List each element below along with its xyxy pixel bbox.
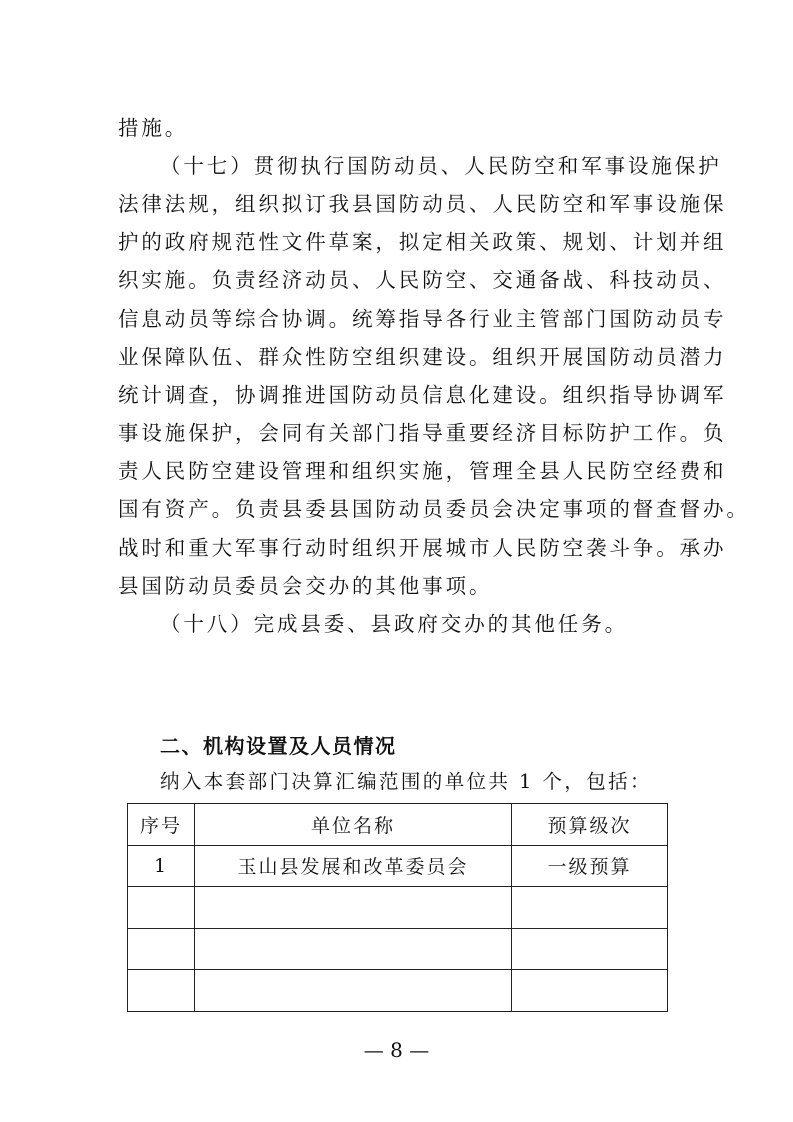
body-line: 信息动员等综合协调。统筹指导各行业主管部门国防动员专	[118, 307, 727, 331]
body-line: 战时和重大军事行动时组织开展城市人民防空袭斗争。承办	[118, 536, 727, 560]
body-line: 统计调查，协调推进国防动员信息化建设。组织指导协调军	[118, 383, 727, 407]
paragraph-17-start: （十七）贯彻执行国防动员、人民防空和军事设施保护	[160, 154, 722, 178]
cell-budget-level	[512, 887, 668, 929]
body-line: 织实施。负责经济动员、人民防空、交通备战、科技动员、	[118, 268, 727, 292]
cell-index: 1	[128, 845, 195, 887]
cell-unit-name	[195, 887, 512, 929]
header-unit-name: 单位名称	[195, 804, 512, 846]
cell-budget-level: 一级预算	[512, 845, 668, 887]
unit-table	[127, 803, 668, 1012]
table-row	[128, 970, 668, 1012]
body-line: 责人民防空建设管理和组织实施，管理全县人民防空经费和	[118, 459, 727, 483]
body-line: 国有资产。负责县委县国防动员委员会决定事项的督查督办。	[118, 497, 750, 521]
body-line: 县国防动员委员会交办的其他事项。	[118, 574, 493, 598]
body-line: 事设施保护，会同有关部门指导重要经济目标防护工作。负	[118, 421, 727, 445]
body-line: 措施。	[118, 116, 189, 140]
paragraph-18: （十八）完成县委、县政府交办的其他任务。	[160, 612, 628, 636]
body-line: 业保障队伍、群众性防空组织建设。组织开展国防动员潜力	[118, 345, 727, 369]
section-intro: 纳入本套部门决算汇编范围的单位共 1 个，包括：	[160, 770, 652, 793]
header-index: 序号	[128, 804, 195, 846]
table-header-row	[128, 804, 668, 846]
table-row	[128, 887, 668, 929]
cell-index	[128, 928, 195, 970]
table-row	[128, 845, 668, 887]
cell-unit-name: 玉山县发展和改革委员会	[195, 845, 512, 887]
cell-index	[128, 887, 195, 929]
body-line: 护的政府规范性文件草案，拟定相关政策、规划、计划并组	[118, 230, 727, 254]
cell-unit-name	[195, 928, 512, 970]
body-line: 法律法规，组织拟订我县国防动员、人民防空和军事设施保	[118, 192, 727, 216]
cell-budget-level	[512, 928, 668, 970]
header-budget-level: 预算级次	[512, 804, 668, 846]
cell-unit-name	[195, 970, 512, 1012]
page-number: — 8 —	[363, 1038, 430, 1062]
cell-budget-level	[512, 970, 668, 1012]
table-row	[128, 928, 668, 970]
cell-index	[128, 970, 195, 1012]
section-heading: 二、机构设置及人员情况	[160, 734, 397, 758]
